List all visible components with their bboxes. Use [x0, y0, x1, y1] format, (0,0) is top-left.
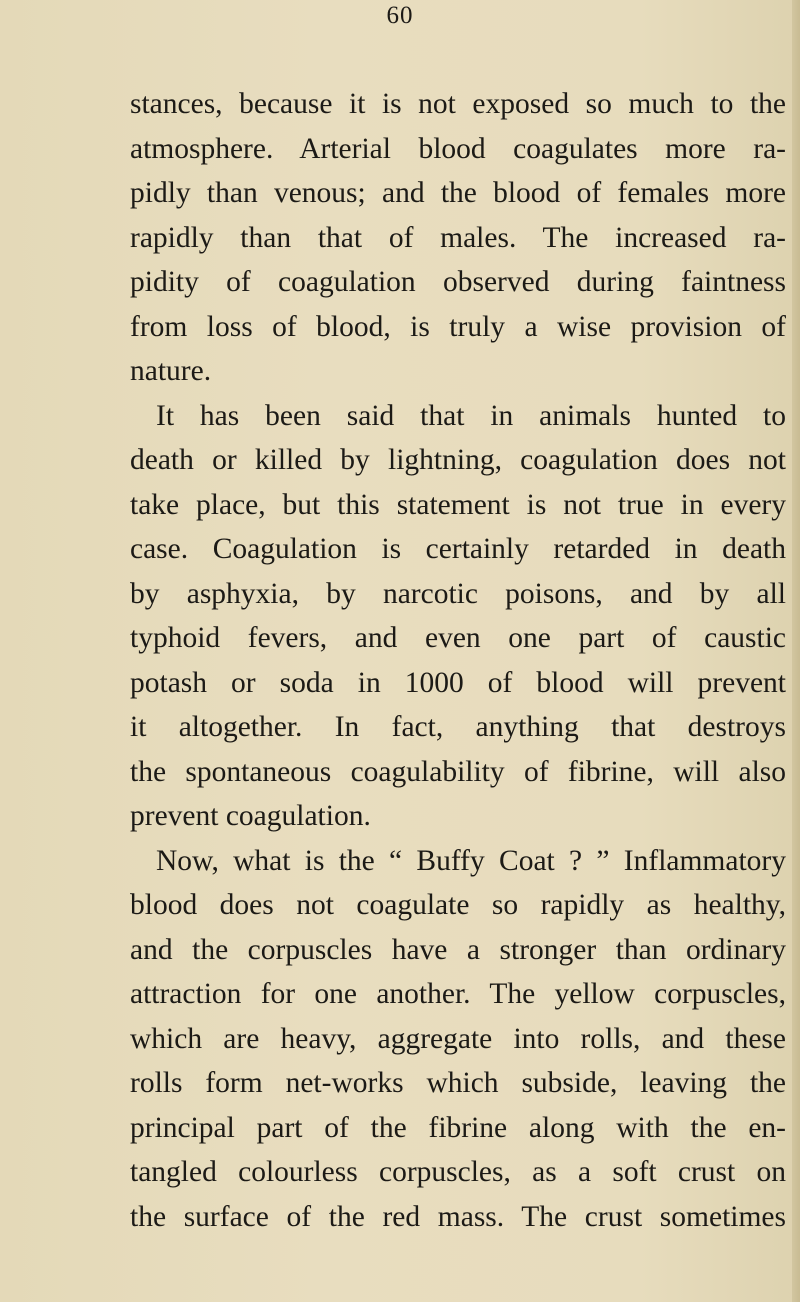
text-line: attraction for one another. The yellow corpuscles, [130, 978, 786, 1010]
text-line: the spontaneous coagulability of fibrine, will also [130, 755, 786, 788]
text-line: rapidly than that of males. The increased ra- [130, 221, 786, 254]
text-line: atmosphere. Arterial blood coagulates more ra- [130, 132, 786, 165]
text-line: prevent coagulation. [130, 800, 371, 832]
text-line: it altogether. In fact, anything that destroys [130, 711, 786, 743]
text-line: pidly than venous; and the blood of females more [130, 177, 786, 209]
text-line: nature. [130, 355, 212, 387]
text-line: principal part of the fibrine along with the en- [130, 1111, 786, 1144]
text-line: tangled colourless corpuscles, as a soft crust on [130, 1156, 786, 1188]
text-line: pidity of coagulation observed during faintness [130, 266, 786, 298]
text-line: take place, but this statement is not true in every [130, 488, 786, 521]
text-line: Now, what is the “ Buffy Coat ? ” Inflammatory [156, 844, 786, 877]
text-line: which are heavy, aggregate into rolls, and these [130, 1022, 786, 1055]
page-number: 60 [386, 2, 414, 29]
text-line: the surface of the red mass. The crust sometimes [130, 1200, 786, 1233]
text-line: case. Coagulation is certainly retarded in death [130, 533, 786, 565]
text-line: stances, because it is not exposed so much to the [130, 88, 786, 120]
text-line: potash or soda in 1000 of blood will prevent [130, 666, 786, 699]
text-line: and the corpuscles have a stronger than ordinary [130, 933, 786, 966]
text-line: rolls form net-works which subside, leaving the [130, 1067, 786, 1099]
text-line: It has been said that in animals hunted to [156, 399, 786, 432]
body-text [130, 82, 786, 1239]
text-line: typhoid fevers, and even one part of caustic [130, 622, 786, 654]
text-line: blood does not coagulate so rapidly as healthy, [130, 889, 786, 921]
text-line: death or killed by lightning, coagulation does not [130, 444, 786, 476]
page-edge [792, 0, 800, 1302]
text-line: from loss of blood, is truly a wise provision of [130, 310, 786, 343]
text-line: by asphyxia, by narcotic poisons, and by all [130, 577, 786, 610]
